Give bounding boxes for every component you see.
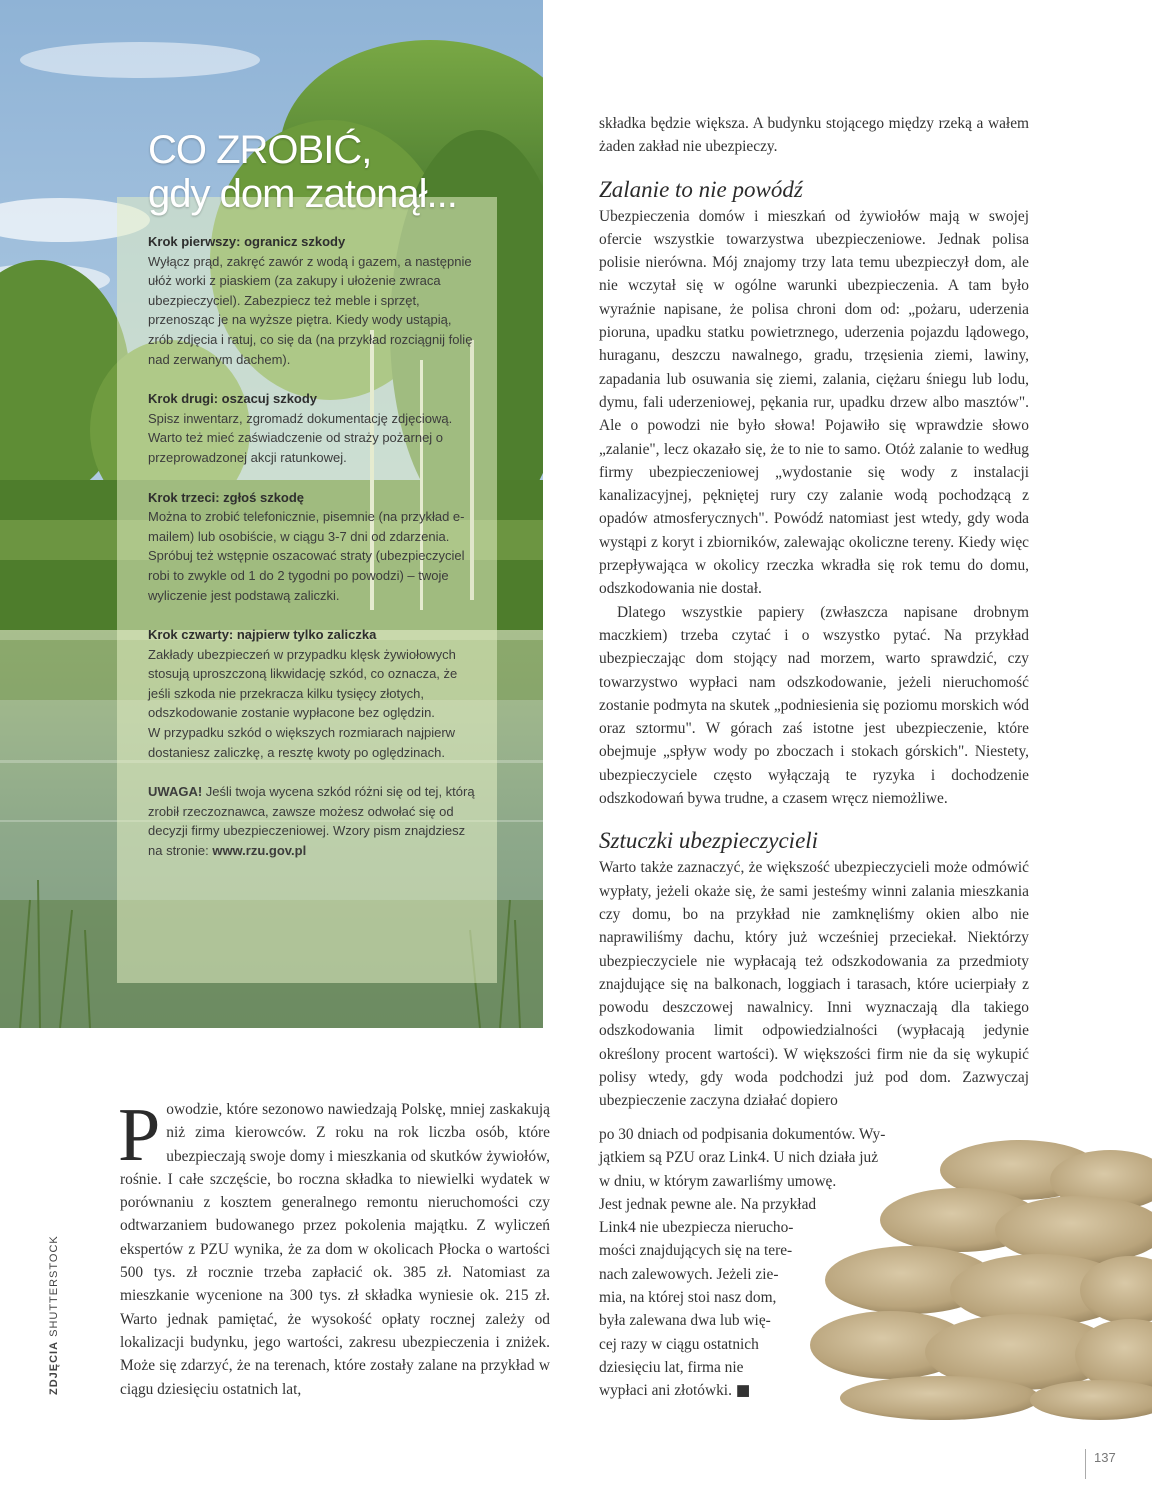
step-text-2: W przypadku szkód o większych rozmiarach najpierw dostaniesz zaliczkę, a resztę kwoty po oględzinach. <box>148 725 456 760</box>
wrap-line-last <box>599 1379 1029 1402</box>
warning-url-link[interactable]: www.rzu.gov.pl <box>212 843 307 859</box>
step-4 <box>148 625 478 762</box>
step-text: Spisz inwentarz, zgromadź dokumentację zdjęciową. Warto też mieć zaświadczenie od straży pożarnej o przeprowadzonej akcji ratunkowej. <box>148 410 453 465</box>
section-1-paragraph-2: Dlatego wszystkie papiery (zwłaszcza napisane drobnym maczkiem) trzeba czytać i o wszystko pytać. Na przykład ubezpieczając dom stojący nad morzem, warto sprawdzić, czy towarzystwo wypłaci nam odszkodowanie, jeżeli nieruchomość zostanie podmyta na skutek „podniesienia się poziomu morskich wód oraz sztormu". W górach zaś istotne jest ubezpieczenie, które obejmuje „spływ wody po zboczach i stokach górskich". Niestety, ubezpieczyciele często wyłączają te ryzyka i dochodzenie odszkodowań bywa trudne, a czasem wręcz niemożliwe. <box>599 603 1029 808</box>
section-1-paragraph-1: Ubezpieczenia domów i mieszkań od żywiołów mają w swojej ofercie wszystkie towarzystwa ubezpieczeniowe. Jednak polisa polisie nierówna. Mój znajomy trzy lata temu ubezpieczył dom, ale nie wczytał się w ogólne warunki ubezpieczenia. A tam było wyraźnie napisane, że polisa chroni dom od: „pożaru, uderzenia pioruna, upadku statku powietrznego, uderzenia pojazdu lądowego, huraganu, deszczu nawalnego, gradu, trzęsienia ziemi, lawiny, zapadania lub osuwania się ziemi, zalania, ciężaru śniegu lub lodu, dymu, fali uderzeniowej, pękania rur, upadku drzew albo masztów". Ale o powodzi nie było słowa! Pojawiło się wprawdzie słowo „zalanie", lecz okazało się, że to nie to samo. Otóż zalanie to według firmy ubezpieczeniowej „wydostanie się wody z instalacji kanalizacyjnej, pękniętej rury czy zalanie wodą pochodzącą z opadów atmosferycznych". Powódź natomiast jest wtedy, gdy woda wystąpi z koryt i zbiorników, zalewając okoliczne tereny. Kiedy więc przepływająca w okolicy rzeczka wkradła się rok temu do domu, odszkodowania nie dostał. <box>599 207 1029 598</box>
wrap-line: mości znajdujących się na tere- <box>599 1242 793 1260</box>
drop-cap: P <box>118 1093 161 1177</box>
page-number: 137 <box>1085 1449 1116 1479</box>
step-3 <box>148 488 478 606</box>
credit-label: ZDJĘCIA <box>48 1340 60 1395</box>
step-text: Wyłącz prąd, zakręć zawór z wodą i gazem, a następnie ułóż worki z piaskiem (za zakupy i ułożenie zwraca ubezpieczyciel). Zabezpiecz też meble i sprzęt, przenosząc je na wyższe piętra. Kiedy wody ustąpią, zrób zdjęcia i ratuj, co się da (na przykład rozciągnij folię nad zerwanym dachem). <box>148 253 473 367</box>
wrap-line: wypłaci ani złotówki. <box>599 1382 732 1400</box>
section-heading-2: Sztuczki ubezpieczycieli <box>599 828 819 854</box>
wrap-line: w dniu, w którym zawarliśmy umowę. <box>599 1172 837 1190</box>
wrap-line: nach zalewowych. Jeżeli zie- <box>599 1265 779 1283</box>
section-2-paragraph-1: Warto także zaznaczyć, że większość ubezpieczycieli może odmówić wypłaty, jeżeli okaże się, że sami jesteśmy winni zalania mieszkania czy domu, bo na przykład nie zamknęliśmy okien albo nie naprawiliśmy dachu, który już wcześniej przeciekał. Niektórzy ubezpieczyciele nie wypłacają też odszkodowania za przedmioty znajdujące się na balkonach, loggiach i tarasach, które ucierpiały z powodu deszczowej nawalnicy. Inni wyznaczają dla takiego odszkodowania limit odpowiedzialności (wypłacają jedynie określony procent wartości). W większości firm nie da się wykupić polisy wtedy, gdy woda podchodzi już pod dom. Zazwyczaj ubezpieczenie zaczyna działać dopiero <box>599 859 1029 1110</box>
intro-paragraph <box>118 1093 550 1401</box>
end-mark: ■ <box>735 1381 751 1400</box>
step-1 <box>148 232 478 369</box>
wrap-line: po 30 dniach od podpisania dokumentów. Wy- <box>599 1126 886 1143</box>
headline-line-1: CO ZROBIĆ, <box>148 128 372 172</box>
warning-label: UWAGA! <box>148 784 203 800</box>
photo-credit <box>48 1235 60 1395</box>
step-title: Krok trzeci: zgłoś szkodę <box>148 489 305 505</box>
headline <box>148 128 457 216</box>
wrapped-text <box>599 1123 1029 1403</box>
warning-note <box>148 782 478 860</box>
steps-box <box>148 232 478 881</box>
step-title: Krok czwarty: najpierw tylko zaliczka <box>148 627 377 643</box>
step-title: Krok pierwszy: ogranicz szkody <box>148 234 346 249</box>
wrap-line: mia, na której stoi nasz dom, <box>599 1289 777 1307</box>
step-text: Można to zrobić telefonicznie, pisemnie (na przykład e-mailem) lub osobiście, w ciągu 3-7 dni od zdarzenia. Spróbuj też wstępnie oszacować straty (ubezpieczyciel robi to zwykle od 1 do 2 tygodni po powodzi) – twoje wyliczenie jest podstawą zaliczki. <box>148 509 465 603</box>
step-2 <box>148 389 478 467</box>
step-title: Krok drugi: oszacuj szkody <box>148 391 318 407</box>
continuation-text: składka będzie większa. A budynku stojącego między rzeką a wałem żaden zakład nie ubezpieczy. <box>599 115 1029 156</box>
right-column <box>599 112 1029 1113</box>
wrap-line: Link4 nie ubezpiecza nierucho- <box>599 1219 794 1237</box>
wrap-line: dziesięciu lat, firma nie <box>599 1358 744 1376</box>
step-text: Zakłady ubezpieczeń w przypadku klęsk żywiołowych stosują uproszczoną likwidację szkód, co oznacza, że jeśli szkoda nie przekracza kilku tysięcy złotych, odszkodowanie zostanie wypłacone bez oględzin. <box>148 646 458 721</box>
credit-name: SHUTTERSTOCK <box>48 1235 60 1341</box>
wrap-line: Jest jednak pewne ale. Na przykład <box>599 1195 817 1213</box>
wrap-line: cej razy w ciągu ostatnich <box>599 1335 759 1353</box>
headline-line-2: gdy dom zatonął... <box>148 172 457 216</box>
section-heading-1: Zalanie to nie powódź <box>599 176 803 202</box>
warning-text: Jeśli twoja wycena szkód różni się od tej, którą zrobił rzeczoznawca, zawsze możesz odwołać się od decyzji firmy ubezpieczeniowej. Wzory pism znajdziesz na stronie: <box>148 784 475 859</box>
wrap-line: jątkiem są PZU oraz Link4. U nich działa już <box>599 1149 879 1167</box>
intro-text: owodzie, które sezonowo nawiedzają Polskę, mniej zaskakują niż zima kierowców. Z roku na rok liczba osób, które ubezpieczają swoje domy i mieszkania od skutków żywiołów, rośnie. I całe szczęście, bo roczna składka to niewielki wydatek w porównaniu z kosztem generalnego remontu nieruchomości czy odtwarzaniem budowanego przez pokolenia majątku. Z wyliczeń ekspertów z PZU wynika, że za dom w okolicach Płocka o wartości 500 tys. zł rocznie trzeba zapłacić ok. 385 zł. Natomiast za mieszkanie wycenione na 300 tys. zł składka wyniesie ok. 215 zł. Warto jednak pamiętać, że wysokość opłaty rocznej zależy od lokalizacji budynku, jego wartości, zakresu ubezpieczenia i zniżek. Może się zdarzyć, że na terenach, które zostały zalane na przykład w ciągu dziesięciu ostatnich lat, <box>120 1101 550 1398</box>
wrap-line: była zalewana dwa lub wię- <box>599 1312 771 1330</box>
